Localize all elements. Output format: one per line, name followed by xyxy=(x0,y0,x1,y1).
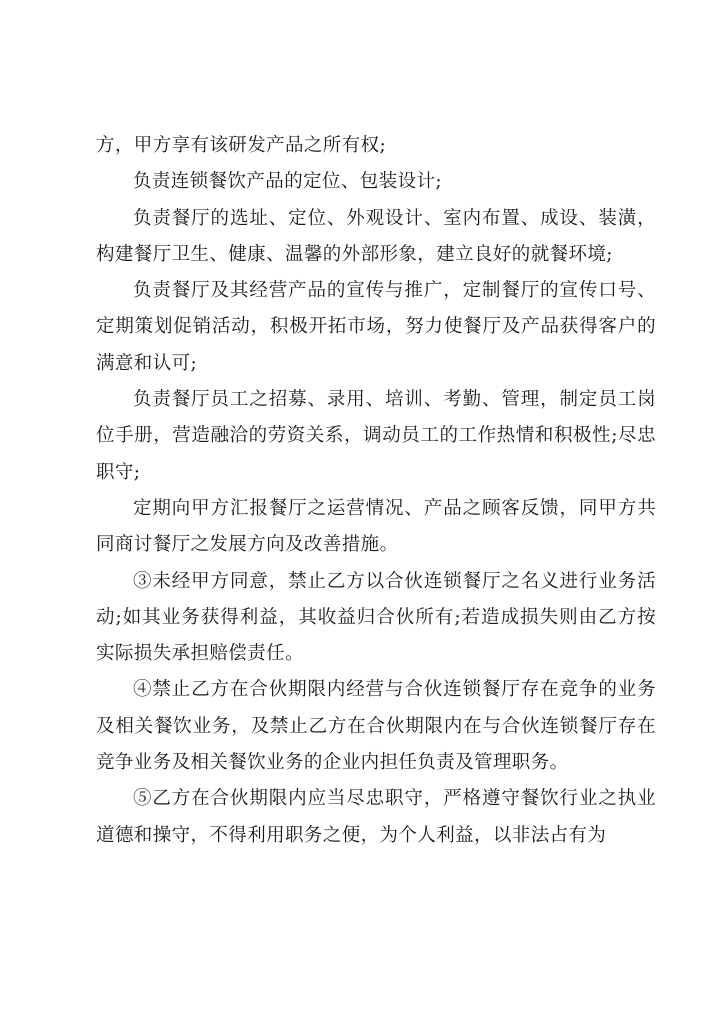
paragraph-1: 方，甲方享有该研发产品之所有权; xyxy=(96,135,387,156)
paragraph-6: 定期向甲方汇报餐厅之运营情况、产品之顾客反馈，同甲方共同商讨餐厅之发展方向及改善措施。 xyxy=(96,497,656,556)
paragraph-3: 负责餐厅的选址、定位、外观设计、室内布置、成设、装潢，构建餐厅卫生、健康、温馨的外部形象，建立良好的就餐环境; xyxy=(96,207,656,265)
paragraph-5: 负责餐厅员工之招募、录用、培训、考勤、管理，制定员工岗位手册，营造融洽的劳资关系，调动员工的工作热情和积极性;尽忠职守; xyxy=(96,389,656,483)
paragraph-2: 负责连锁餐饮产品的定位、包装设计; xyxy=(133,171,443,193)
document-page xyxy=(96,128,656,854)
paragraph-7: ③未经甲方同意，禁止乙方以合伙连锁餐厅之名义进行业务活动;如其业务获得利益，其收益归合伙所有;若造成损失则由乙方按实际损失承担赔偿责任。 xyxy=(96,570,656,665)
paragraph-8: ④禁止乙方在合伙期限内经营与合伙连锁餐厅存在竞争的业务及相关餐饮业务，及禁止乙方在合伙期限内在与合伙连锁餐厅存在竞争业务及相关餐饮业务的企业内担任负责及管理职务。 xyxy=(96,679,656,774)
paragraph-9: ⑤乙方在合伙期限内应当尽忠职守，严格遵守餐饮行业之执业道德和操守，不得利用职务之便，为个人利益，以非法占有为 xyxy=(96,788,656,846)
paragraph-4: 负责餐厅及其经营产品的宣传与推广，定制餐厅的宣传口号、定期策划促销活动，积极开拓市场，努力使餐厅及产品获得客户的满意和认可; xyxy=(96,280,656,374)
